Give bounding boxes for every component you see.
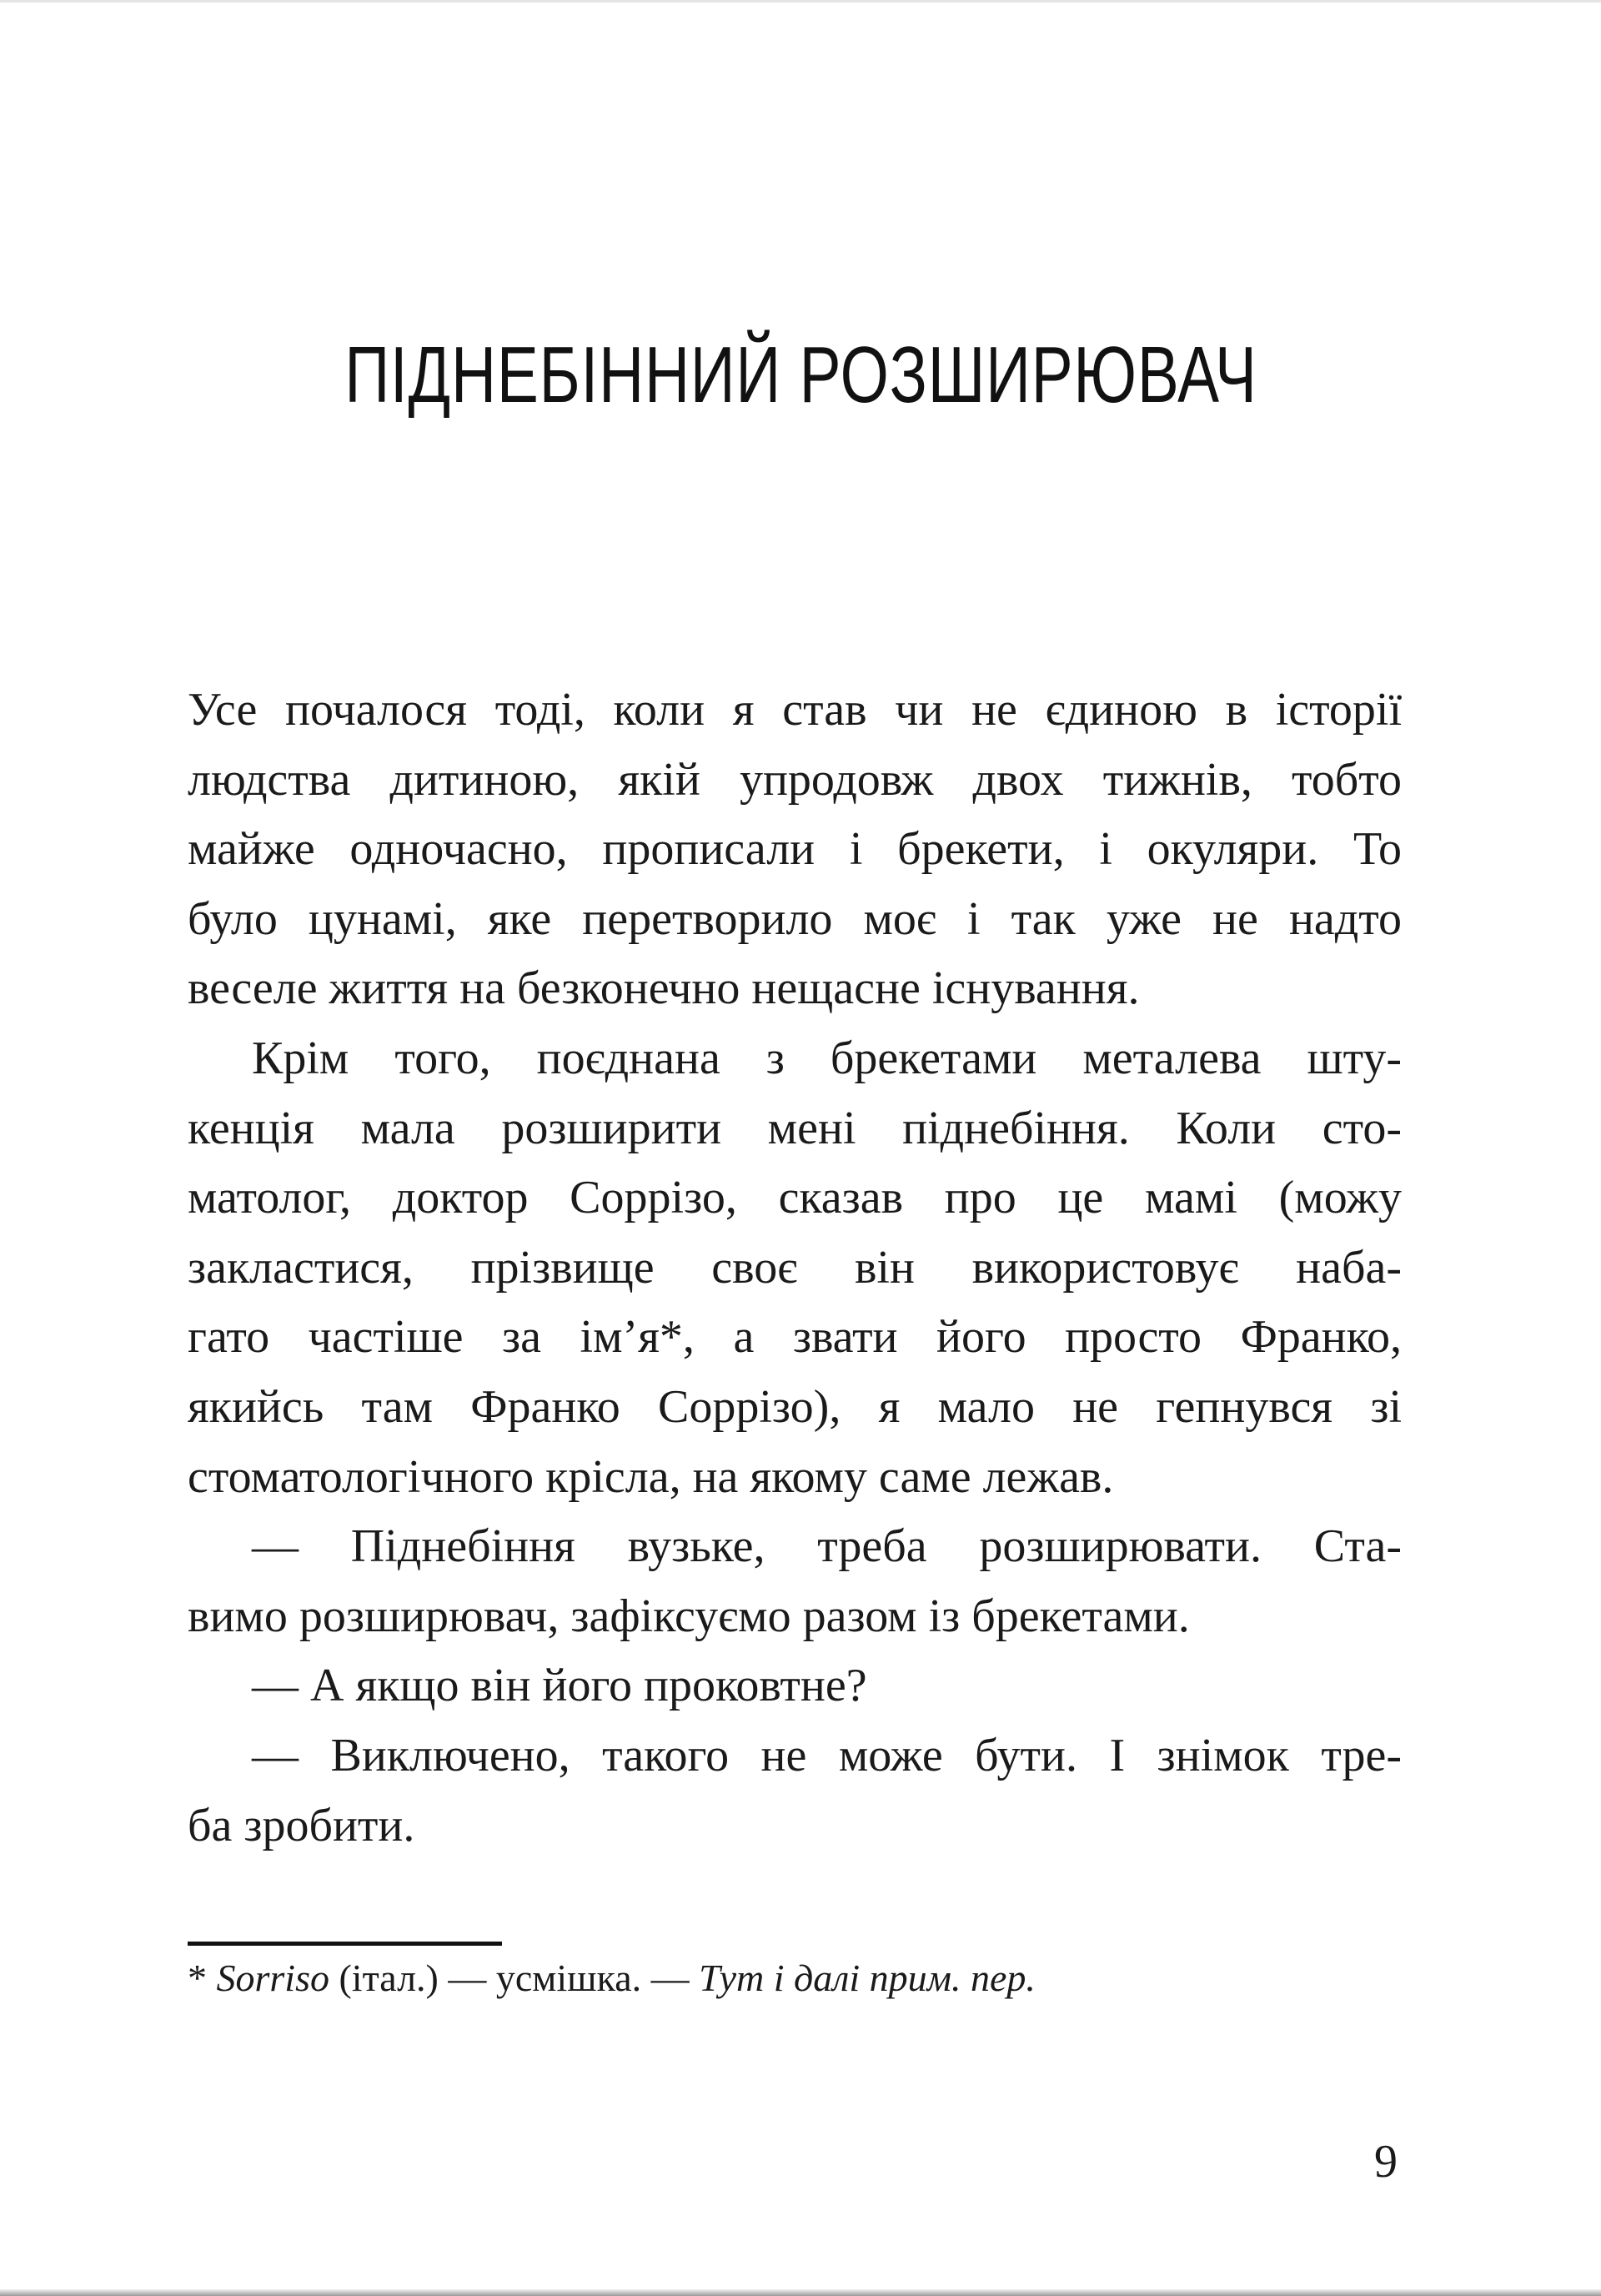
- text-line: кенція мала розширити мені піднебіння. Коли сто-: [188, 1102, 1402, 1154]
- page-bottom-edge: [0, 2289, 1601, 2296]
- text-line: матолог, доктор Соррізо, сказав про це мамі (можу: [188, 1172, 1402, 1224]
- body-text: [188, 680, 1402, 1865]
- text-line: ба зробити.: [188, 1799, 415, 1851]
- text-line: майже одночасно, прописали і брекети, і окуляри. То: [188, 823, 1402, 876]
- text-line: стоматологічного крісла, на якому саме лежав.: [188, 1450, 1114, 1503]
- footnote-lang: (італ.) — усмішка. —: [329, 1957, 700, 1999]
- page-number: 9: [1374, 2136, 1398, 2188]
- text-line: гато частіше за ім’я*, а звати його просто Франко,: [188, 1311, 1402, 1364]
- text-line: Крім того, поєднана з брекетами металева шту-: [252, 1032, 1402, 1084]
- text-line: якийсь там Франко Соррізо), я мало не гепнувся зі: [188, 1380, 1402, 1433]
- footnote-rule: [188, 1942, 502, 1946]
- chapter-title: [0, 329, 1601, 421]
- footnote: [188, 1956, 1036, 2000]
- footnote-term: Sorriso: [216, 1957, 329, 1999]
- page-top-edge: [0, 0, 1601, 3]
- text-line: вимо розширювач, зафіксуємо разом із брекетами.: [188, 1590, 1190, 1642]
- chapter-title-text: ПІДНЕБІННИЙ РОЗШИРЮВАЧ: [344, 330, 1257, 420]
- text-line: — А якщо він його проковтне?: [252, 1660, 867, 1712]
- text-line: закластися, прізвище своє він використовує наба-: [188, 1241, 1402, 1294]
- text-line: веселе життя на безконечно нещасне існування.: [188, 962, 1140, 1015]
- footnote-marker: *: [188, 1957, 217, 1999]
- text-line: людства дитиною, якій упродовж двох тижнів, тобто: [188, 753, 1402, 806]
- text-line: — Піднебіння вузьке, треба розширювати. Ста-: [252, 1520, 1402, 1573]
- text-line: Усе почалося тоді, коли я став чи не єдиною в історії: [188, 684, 1402, 736]
- text-line: було цунамі, яке перетворило моє і так уже не надто: [188, 892, 1402, 945]
- text-line: — Виключено, такого не може бути. І знімок тре-: [252, 1729, 1402, 1781]
- footnote-note: Тут і далі прим. пер.: [699, 1957, 1036, 1999]
